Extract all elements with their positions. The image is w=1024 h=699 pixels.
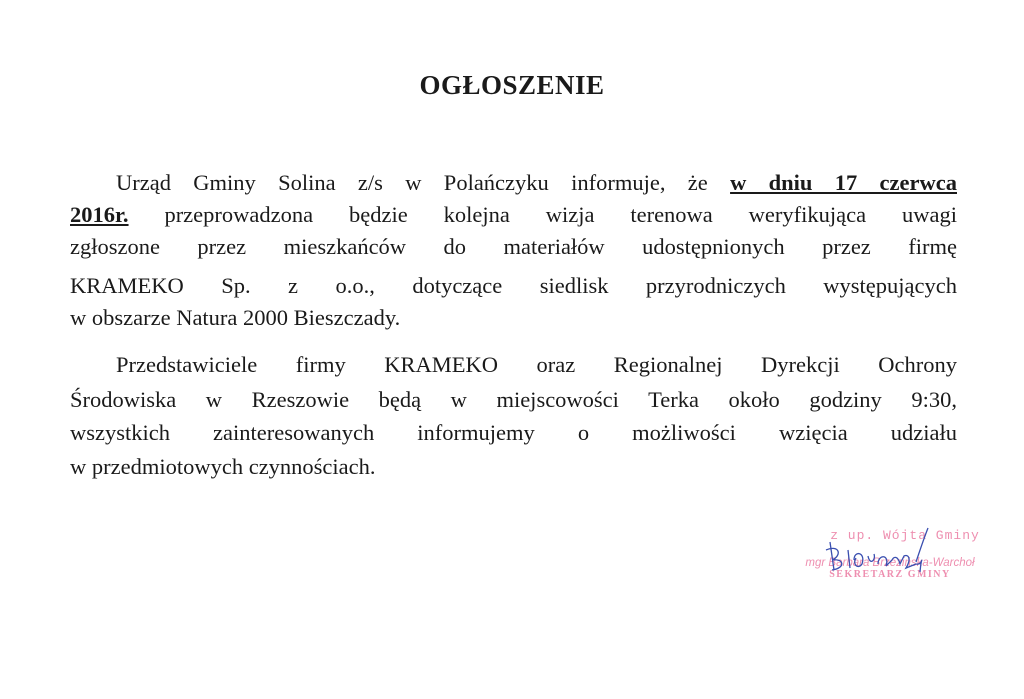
- date-highlight: w dniu 17 czerwca: [730, 170, 957, 195]
- stamp-line-1: z up. Wójta Gminy: [830, 528, 980, 543]
- stamp-name: mgr Barbara Brzezińska-Warchoł: [805, 557, 975, 569]
- text: przeprowadzona będzie kolejna wizja terenowa weryfikująca uwagi: [128, 202, 957, 227]
- handwritten-signature: [820, 520, 940, 580]
- p2-line-2: Środowiska w Rzeszowie będą w miejscowości Terka około godziny 9:30,: [70, 387, 957, 412]
- p1-line-3: zgłoszone przez mieszkańców do materiałów udostępnionych przez firmę: [70, 234, 957, 259]
- p1-line-4: KRAMEKO Sp. z o.o., dotyczące siedlisk przyrodniczych występujących: [70, 273, 957, 298]
- year-highlight: 2016r.: [70, 202, 129, 227]
- document-title: OGŁOSZENIE: [419, 70, 605, 100]
- stamp-position: SEKRETARZ GMINY: [829, 569, 951, 580]
- text: Urząd Gminy Solina z/s w Polańczyku informuje, że: [116, 170, 731, 195]
- p2-line-1: Przedstawiciele firmy KRAMEKO oraz Regionalnej Dyrekcji Ochrony: [116, 352, 957, 377]
- p2-line-4: w przedmiotowych czynnościach.: [70, 454, 376, 479]
- p1-line-2: [70, 200, 957, 230]
- p1-line-1: [116, 168, 957, 198]
- p1-line-5: w obszarze Natura 2000 Bieszczady.: [70, 305, 401, 330]
- p2-line-3: wszystkich zainteresowanych informujemy o możliwości wzięcia udziału: [70, 420, 957, 445]
